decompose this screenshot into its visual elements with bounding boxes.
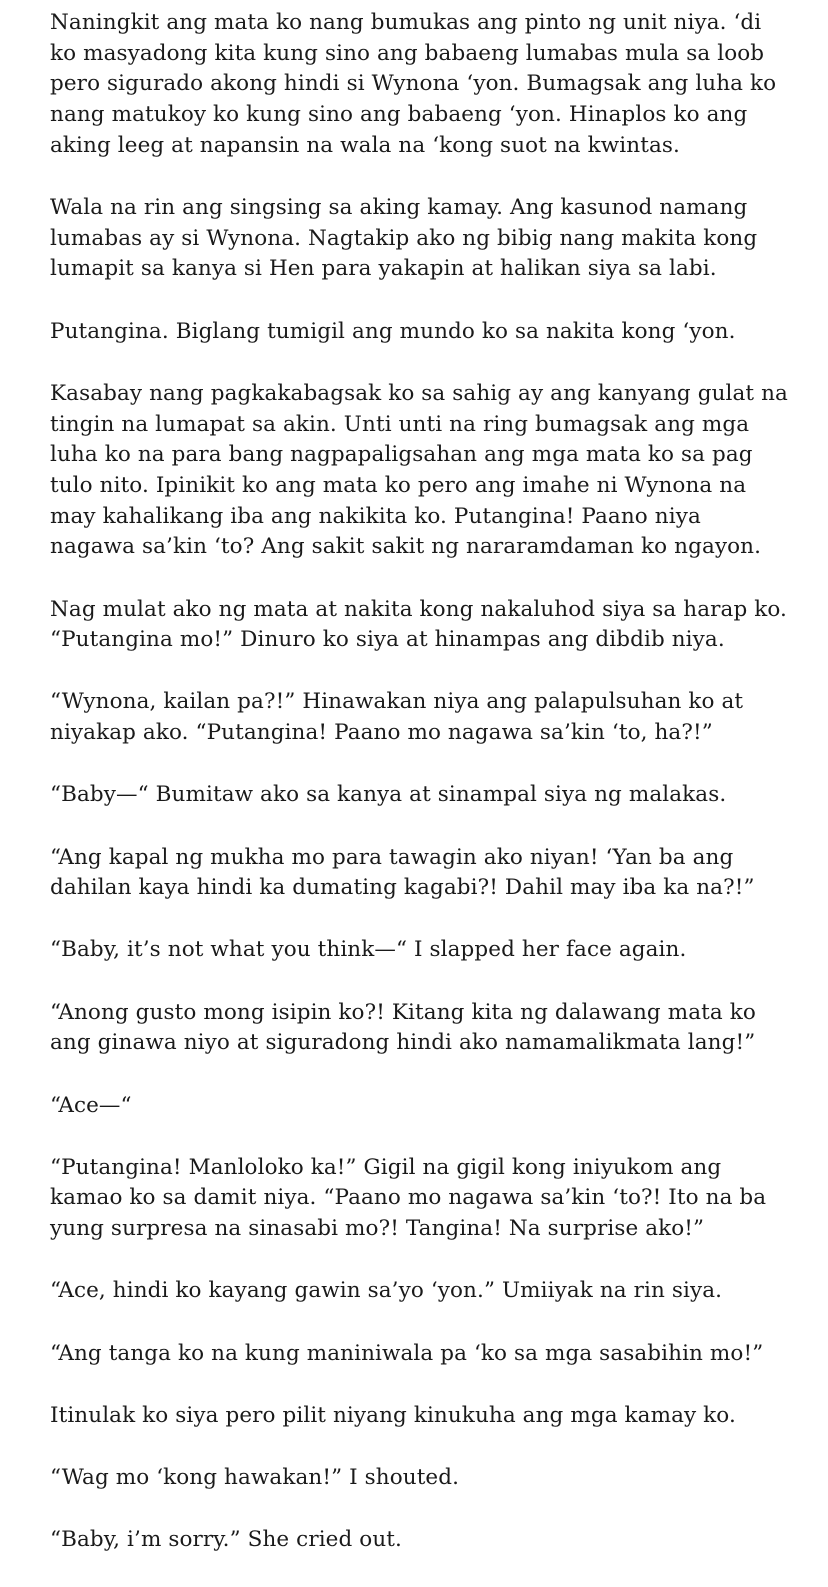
paragraph-1: Naningkit ang mata ko nang bumukas ang pinto ng unit niya. ‘di ko masyadong kita kung sino ang babaeng lumabas mula sa loob pero sigurado akong hindi si Wynona ‘yon. Bumagsak ang luha ko nang matukoy ko kung sino ang babaeng ‘yon. Hinaplos ko ang aking leeg at napansin na wala na ‘kong suot na kwintas.: [50, 10, 777, 158]
paragraph-6: “Wynona, kailan pa?!” Hinawakan niya ang palapulsuhan ko at niyakap ako. “Putangina! Paano mo nagawa sa’kin ‘to, ha?!”: [50, 689, 744, 746]
paragraph-11: “Ace—“: [50, 1092, 132, 1118]
paragraph-14: “Ang tanga ko na kung maniniwala pa ‘ko sa mga sasabihin mo!”: [50, 1340, 764, 1366]
paragraph-9: “Baby, it’s not what you think—“ I slapped her face again.: [50, 937, 687, 963]
paragraph-10: “Anong gusto mong isipin ko?! Kitang kita ng dalawang mata ko ang ginawa niyo at siguradong hindi ako namamalikmata lang!”: [50, 999, 756, 1056]
paragraph-2: Wala na rin ang singsing sa aking kamay. Ang kasunod namang lumabas ay si Wynona. Nagtakip ako ng bibig nang makita kong lumapit sa kanya si Hen para yakapin at halikan siya sa labi.: [50, 195, 758, 282]
paragraph-13: “Ace, hindi ko kayang gawin sa’yo ‘yon.” Umiiyak na rin siya.: [50, 1278, 723, 1304]
paragraph-17: “Baby, i’m sorry.” She cried out.: [50, 1527, 402, 1553]
paragraph-15: Itinulak ko siya pero pilit niyang kinukuha ang mga kamay ko.: [50, 1402, 736, 1428]
story-text: [50, 8, 790, 1587]
paragraph-4: Kasabay nang pagkakabagsak ko sa sahig ay ang kanyang gulat na tingin na lumapat sa akin. Unti unti na ring bumagsak ang mga luha ko na para bang nagpapaligsahan ang mga mata ko sa pag tulo nito. Ipinikit ko ang mata ko pero ang imahe ni Wynona na may kahalikang iba ang nakikita ko. Putangina! Paano niya nagawa sa’kin ‘to? Ang sakit sakit ng nararamdaman ko ngayon.: [50, 380, 788, 560]
paragraph-16: “Wag mo ‘kong hawakan!” I shouted.: [50, 1465, 460, 1490]
paragraph-3: Putangina. Biglang tumigil ang mundo ko sa nakita kong ‘yon.: [50, 318, 736, 344]
paragraph-12: “Putangina! Manloloko ka!” Gigil na gigil kong iniyukom ang kamao ko sa damit niya. “Paano mo nagawa sa’kin ‘to?! Ito na ba yung surpresa na sinasabi mo?! Tangina! Na surprise ako!”: [50, 1154, 767, 1242]
paragraph-8: “Ang kapal ng mukha mo para tawagin ako niyan! ‘Yan ba ang dahilan kaya hindi ka dumating kagabi?! Dahil may iba ka na?!”: [50, 844, 755, 901]
paragraph-5: Nag mulat ako ng mata at nakita kong nakaluhod siya sa harap ko. “Putangina mo!” Dinuro ko siya at hinampas ang dibdib niya.: [50, 596, 787, 653]
paragraph-7: “Baby—“ Bumitaw ako sa kanya at sinampal siya ng malakas.: [50, 782, 727, 808]
